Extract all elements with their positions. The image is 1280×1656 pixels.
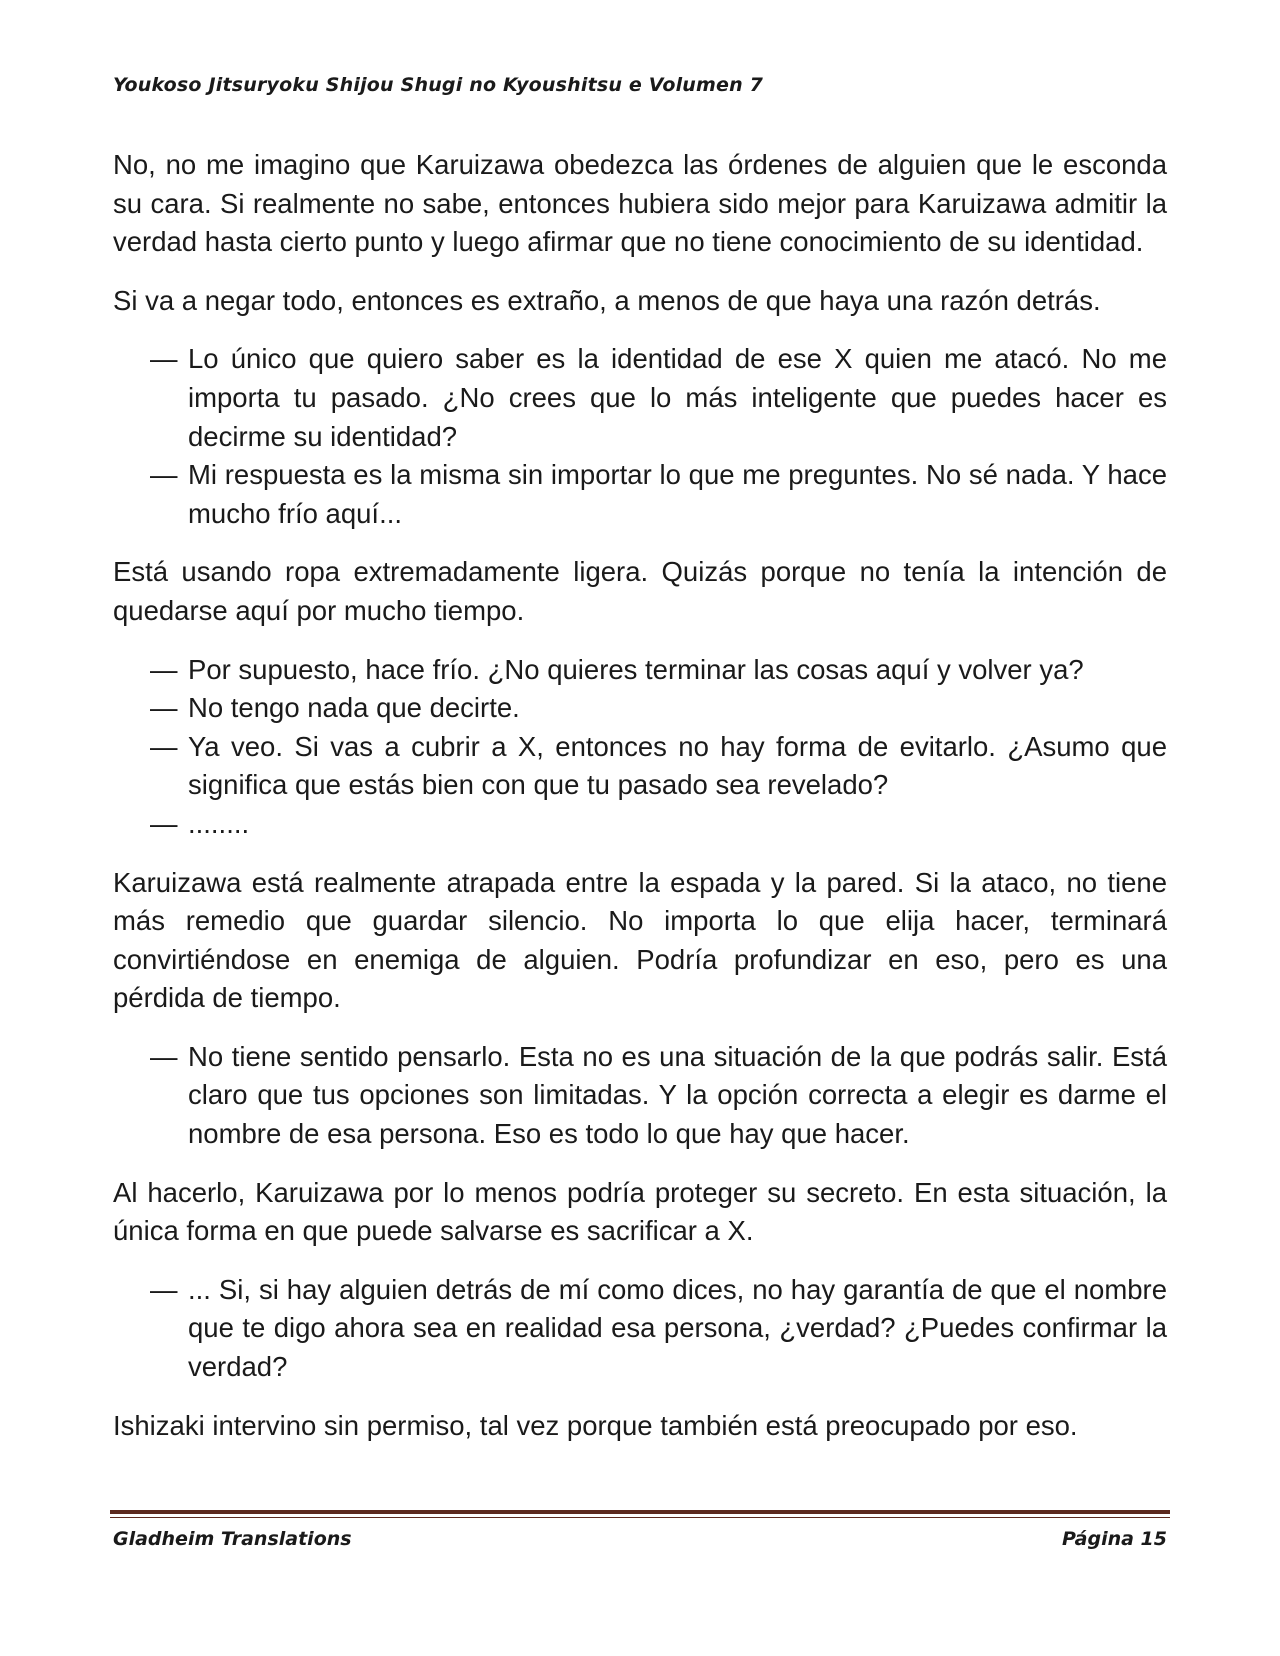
dialogue-text: Ya veo. Si vas a cubrir a X, entonces no hay forma de evitarlo. ¿Asumo que significa que estás bien con que tu pasado sea revelado? <box>188 730 1167 801</box>
em-dash: — <box>150 692 178 724</box>
dialogue-line <box>113 1271 1167 1387</box>
em-dash: — <box>150 1040 178 1072</box>
em-dash: — <box>150 807 178 839</box>
dialogue-line <box>113 456 1167 533</box>
footer-divider <box>110 1510 1170 1514</box>
dialogue-line <box>113 805 1167 844</box>
dialogue-line <box>113 689 1167 728</box>
running-header-title: Youkoso Jitsuryoku Shijou Shugi no Kyoushitsu e Volumen 7 <box>113 74 764 96</box>
em-dash: — <box>150 1273 178 1305</box>
paragraph: Ishizaki intervino sin permiso, tal vez porque también está preocupado por eso. <box>113 1409 1078 1441</box>
dialogue-line <box>113 340 1167 456</box>
dialogue-text: Por supuesto, hace frío. ¿No quieres terminar las cosas aquí y volver ya? <box>188 653 1084 685</box>
dialogue-block <box>113 651 1167 844</box>
paragraph: Al hacerlo, Karuizawa por lo menos podría proteger su secreto. En esta situación, la única forma en que puede salvarse es sacrificar a X. <box>113 1176 1167 1247</box>
dialogue-text: Lo único que quiero saber es la identidad de ese X quien me atacó. No me importa tu pasado. ¿No crees que lo más inteligente que puedes hacer es decirme su identidad? <box>188 343 1167 452</box>
dialogue-line <box>113 1038 1167 1154</box>
em-dash: — <box>150 653 178 685</box>
em-dash: — <box>150 459 178 491</box>
dialogue-text: No tiene sentido pensarlo. Esta no es una situación de la que podrás salir. Está claro que tus opciones son limitadas. Y la opción correcta a elegir es darme el nombre de esa persona. Eso es todo lo que hay que hacer. <box>188 1040 1167 1150</box>
dialogue-text: Mi respuesta es la misma sin importar lo que me preguntes. No sé nada. Y hace mucho frío aquí... <box>188 459 1167 529</box>
dialogue-line <box>113 728 1167 805</box>
dialogue-block <box>113 1271 1167 1387</box>
dialogue-text: No tengo nada que decirte. <box>188 692 520 724</box>
paragraph: Si va a negar todo, entonces es extraño, a menos de que haya una razón detrás. <box>113 284 1101 316</box>
dialogue-block <box>113 340 1167 533</box>
page-body <box>113 146 1167 1465</box>
footer-page-number: Página 15 <box>1061 1528 1167 1550</box>
paragraph: Está usando ropa extremadamente ligera. Quizás porque no tenía la intención de quedarse aquí por mucho tiempo. <box>113 556 1167 626</box>
dialogue-line <box>113 651 1167 690</box>
footer-publisher: Gladheim Translations <box>113 1528 352 1550</box>
dialogue-block <box>113 1038 1167 1154</box>
dialogue-text: ... Si, si hay alguien detrás de mí como dices, no hay garantía de que el nombre que te digo ahora sea en realidad esa persona, ¿verdad? ¿Puedes confirmar la verdad? <box>188 1273 1167 1383</box>
em-dash: — <box>150 343 178 375</box>
footer-divider-thin <box>110 1517 1170 1518</box>
paragraph: Karuizawa está realmente atrapada entre la espada y la pared. Si la ataco, no tiene más remedio que guardar silencio. No importa lo que elija hacer, terminará convirtiéndose en enemiga de alguien. Podría profundizar en eso, pero es una pérdida de tiempo. <box>113 866 1167 1014</box>
paragraph: No, no me imagino que Karuizawa obedezca las órdenes de alguien que le esconda su cara. Si realmente no sabe, entonces hubiera sido mejor para Karuizawa admitir la verdad hasta cierto punto y luego afirmar que no tiene conocimiento de su identidad. <box>113 149 1167 258</box>
em-dash: — <box>150 730 178 762</box>
dialogue-text: ........ <box>188 807 250 839</box>
